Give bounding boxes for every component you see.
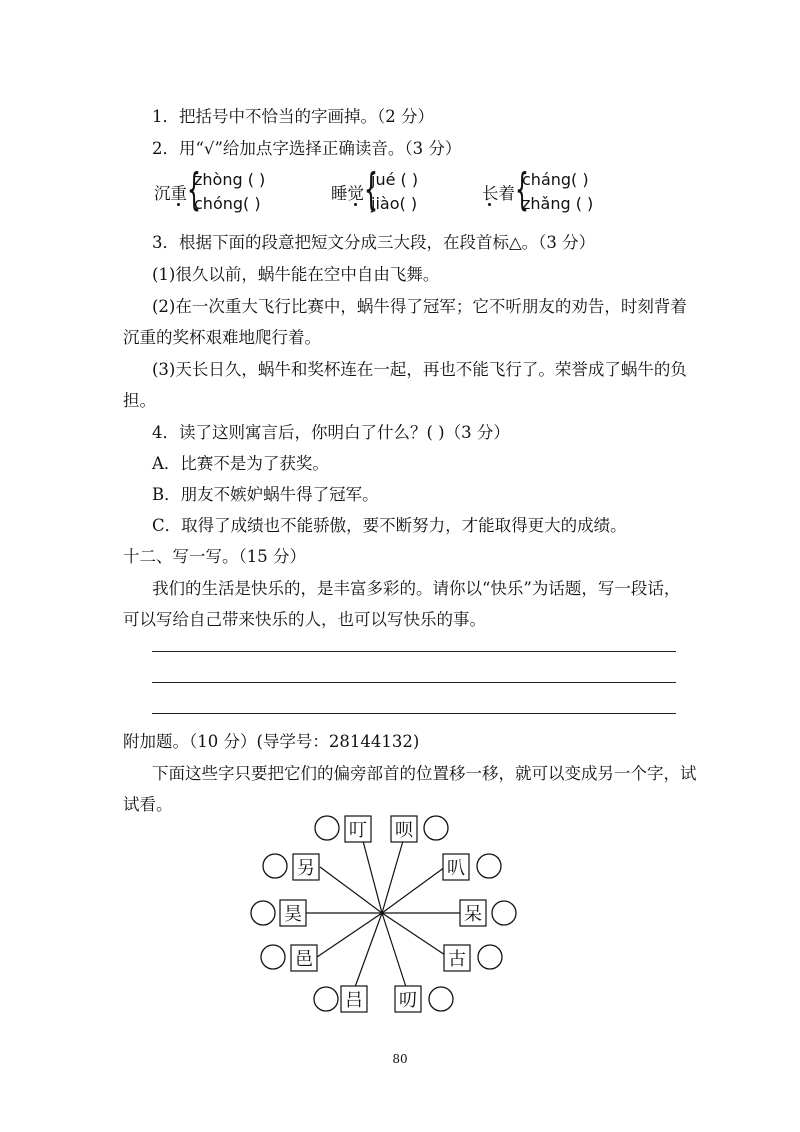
q2: 2．用“√”给加点字选择正确读音。（3 分） [152,139,462,158]
paragraph-3: (3)天长日久，蜗牛和奖杯连在一起，再也不能飞行了。荣誉成了蜗牛的负 [152,360,687,379]
pron-option: zhòng ( ) [194,170,266,189]
answer-circle[interactable] [477,854,501,878]
answer-circle[interactable] [251,901,275,925]
q1: 1．把括号中不恰当的字画掉。（2 分） [152,107,434,126]
answer-circle[interactable] [315,816,339,840]
section-12-prompt-cont: 可以写给自己带来快乐的人，也可以写快乐的事。 [123,610,486,629]
wheel-char: 古 [448,949,466,970]
pron-option: jiào( ) [371,194,418,213]
pron-option: zhǎng ( ) [522,194,594,213]
pron-word: 长着 [482,184,515,203]
pron-word: 睡觉 [331,184,364,203]
pron-option: chóng( ) [194,194,261,213]
page-number: 80 [392,1052,408,1066]
wheel-char: 邑 [295,949,313,970]
paragraph-3-cont: 担。 [123,391,156,410]
brace-icon: { [364,164,378,215]
paragraph-2: (2)在一次重大飞行比赛中，蜗牛得了冠军；它不听朋友的劝告，时刻背着 [152,297,687,316]
answer-circle[interactable] [261,945,285,969]
answer-circle[interactable] [429,987,453,1011]
wheel-char: 叨 [399,990,417,1011]
section-12-heading: 十二、写一写。（15 分） [123,547,306,566]
bonus-prompt: 下面这些字只要把它们的偏旁部首的位置移一移，就可以变成另一个字，试 [152,764,697,783]
bonus-prompt-cont: 试看。 [123,795,173,814]
wheel-char: 另 [297,858,315,879]
wheel-char: 叮 [349,820,367,841]
option-a: A．比赛不是为了获奖。 [152,454,329,473]
option-b: B．朋友不嫉妒蜗牛得了冠军。 [152,485,379,504]
answer-circle[interactable] [263,854,287,878]
wheel-char: 吕 [345,990,363,1011]
wheel-char: 呆 [464,904,482,925]
wheel-char: 昊 [284,904,302,925]
q3: 3．根据下面的段意把短文分成三大段，在段首标△。（3 分） [152,233,596,252]
wheel-char: 呗 [395,820,413,841]
section-12-prompt: 我们的生活是快乐的，是丰富多彩的。请你以“快乐”为话题，写一段话， [152,579,681,598]
wheel-char: 叭 [447,858,465,879]
brace-icon: { [187,164,201,215]
pron-option: jué ( ) [371,170,419,189]
pron-option: cháng( ) [522,170,589,189]
paragraph-1: (1)很久以前，蜗牛能在空中自由飞舞。 [152,265,440,284]
pron-word: 沉重 [154,184,187,203]
answer-circle[interactable] [424,816,448,840]
paragraph-2-cont: 沉重的奖杯艰难地爬行着。 [123,328,321,347]
answer-circle[interactable] [478,945,502,969]
answer-circle[interactable] [314,987,338,1011]
bonus-heading: 附加题。（10 分）(导学号：28144132) [123,732,420,751]
option-c: C．取得了成绩也不能骄傲，要不断努力，才能取得更大的成绩。 [152,516,627,535]
answer-circle[interactable] [492,901,516,925]
q4: 4．读了这则寓言后，你明白了什么？( )（3 分） [152,423,510,442]
brace-icon: { [515,164,529,215]
